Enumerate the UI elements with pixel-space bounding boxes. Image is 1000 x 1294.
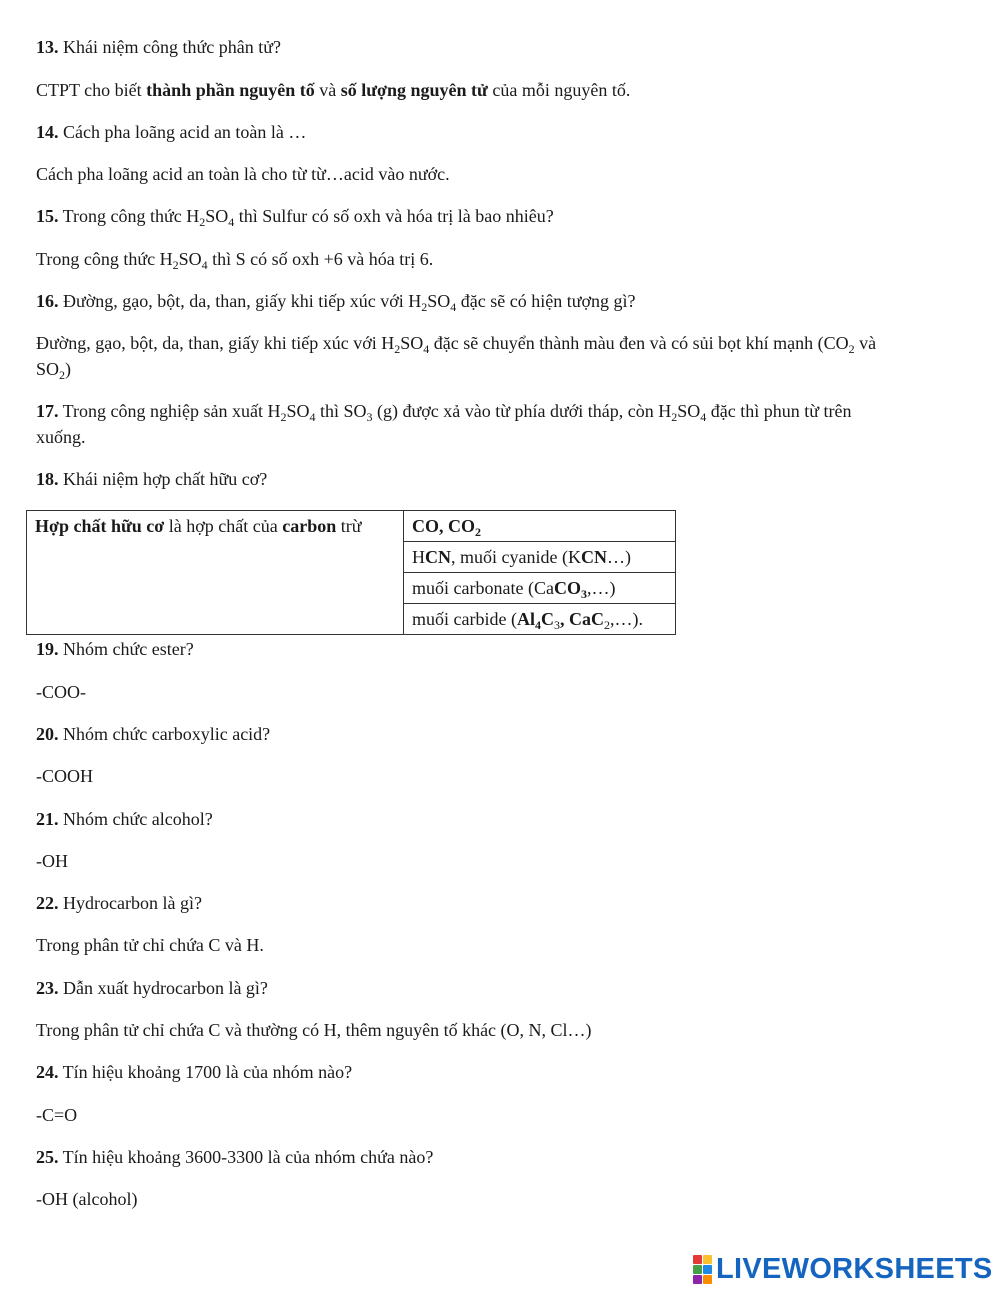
question-text: Khái niệm công thức phân tử? (58, 37, 281, 57)
question-number: 24. (36, 1062, 59, 1082)
question-25 (36, 1144, 966, 1170)
logo-block (703, 1275, 712, 1284)
question-17-line-2: xuống. (36, 427, 86, 447)
question-21 (36, 806, 966, 832)
question-18 (36, 466, 966, 492)
logo-block (693, 1255, 702, 1264)
question-17-line-1: 17. Trong công nghiệp sản xuất $H_2SO_4$ thì $SO_3$ (g) được xả vào từ phía dưới tháp, còn $H_2SO_4$ đặc thì phun từ trên (36, 401, 852, 424)
logo-text: LIVEWORKSHEETS (716, 1252, 993, 1285)
question-number: 22. (36, 893, 59, 913)
question-text: Nhóm chức alcohol? (58, 809, 213, 829)
answer-23: Trong phân tử chỉ chứa C và thường có H, thêm nguyên tố khác (O, N, Cl…) (36, 1020, 592, 1040)
question-20 (36, 721, 966, 747)
answer-16-line-1: Đường, gạo, bột, da, than, giấy khi tiếp xúc với $H_2SO_4$ đặc sẽ chuyển thành màu đen và có sủi bọt khí mạnh ($CO_2$ và (36, 333, 877, 356)
answer-25: -OH (alcohol) (36, 1189, 138, 1209)
question-number: 16. (36, 291, 59, 311)
exception-cell-3: muối carbonate (CaCO$_3$,…) (404, 573, 676, 604)
question-text: Dẫn xuất hydrocarbon là gì? (58, 978, 268, 998)
question-text: Nhóm chức ester? (58, 639, 194, 659)
answer-24: -C=O (36, 1105, 78, 1125)
logo-block (693, 1265, 702, 1274)
liveworksheets-logo (693, 1253, 993, 1285)
question-22 (36, 890, 966, 916)
question-text: Tín hiệu khoảng 3600-3300 là của nhóm chứa nào? (58, 1147, 434, 1167)
logo-blocks-icon (693, 1255, 712, 1284)
answer-15: Trong công thức $H_2SO_4$ thì S có số oxh +6 và hóa trị 6. (36, 249, 434, 272)
exception-cell-1: CO, $CO_2$ (404, 511, 676, 542)
question-16: 16. Đường, gạo, bột, da, than, giấy khi tiếp xúc với $H_2SO_4$ đặc sẽ có hiện tượng gì? (36, 291, 636, 314)
answer-13: CTPT cho biết thành phần nguyên tố và số lượng nguyên tử của mỗi nguyên tố. (36, 80, 631, 100)
answer-19: -COO- (36, 682, 86, 702)
question-23 (36, 975, 966, 1001)
answer-22: Trong phân tử chỉ chứa C và H. (36, 935, 264, 955)
question-text: Hydrocarbon là gì? (58, 893, 202, 913)
answer-21: -OH (36, 851, 68, 871)
question-text: Khái niệm hợp chất hữu cơ? (58, 469, 268, 489)
question-24 (36, 1059, 966, 1085)
exception-cell-4: muối carbide ($Al_4C_3$, CaC$_2$,…). (404, 604, 676, 635)
answer-14: Cách pha loãng acid an toàn là cho từ từ…acid vào nước. (36, 164, 450, 184)
answer-20: -COOH (36, 766, 93, 786)
question-19 (36, 636, 966, 662)
question-14 (36, 119, 966, 145)
question-text: Tín hiệu khoảng 1700 là của nhóm nào? (58, 1062, 353, 1082)
question-number: 13. (36, 37, 59, 57)
question-number: 17. (36, 401, 59, 421)
question-number: 25. (36, 1147, 59, 1167)
question-number: 18. (36, 469, 59, 489)
logo-block (703, 1265, 712, 1274)
question-15: 15. Trong công thức $H_2SO_4$ thì Sulfur có số oxh và hóa trị là bao nhiêu? (36, 206, 554, 229)
logo-block (703, 1255, 712, 1264)
organic-compound-table (26, 510, 676, 635)
question-number: 23. (36, 978, 59, 998)
definition-cell: Hợp chất hữu cơ là hợp chất của carbon trừ (27, 511, 404, 635)
bold-term: số lượng nguyên tử (340, 80, 488, 100)
question-text: Nhóm chức carboxylic acid? (58, 724, 271, 744)
bold-term: thành phần nguyên tố (146, 80, 315, 100)
question-number: 14. (36, 122, 59, 142)
logo-block (693, 1275, 702, 1284)
question-text: Cách pha loãng acid an toàn là … (58, 122, 307, 142)
question-number: 19. (36, 639, 59, 659)
question-number: 20. (36, 724, 59, 744)
question-13 (36, 34, 966, 60)
question-number: 21. (36, 809, 59, 829)
answer-16-line-2: $SO_2$) (36, 359, 72, 382)
exception-cell-2: HCN, muối cyanide (KCN…) (404, 542, 676, 573)
question-number: 15. (36, 206, 59, 226)
